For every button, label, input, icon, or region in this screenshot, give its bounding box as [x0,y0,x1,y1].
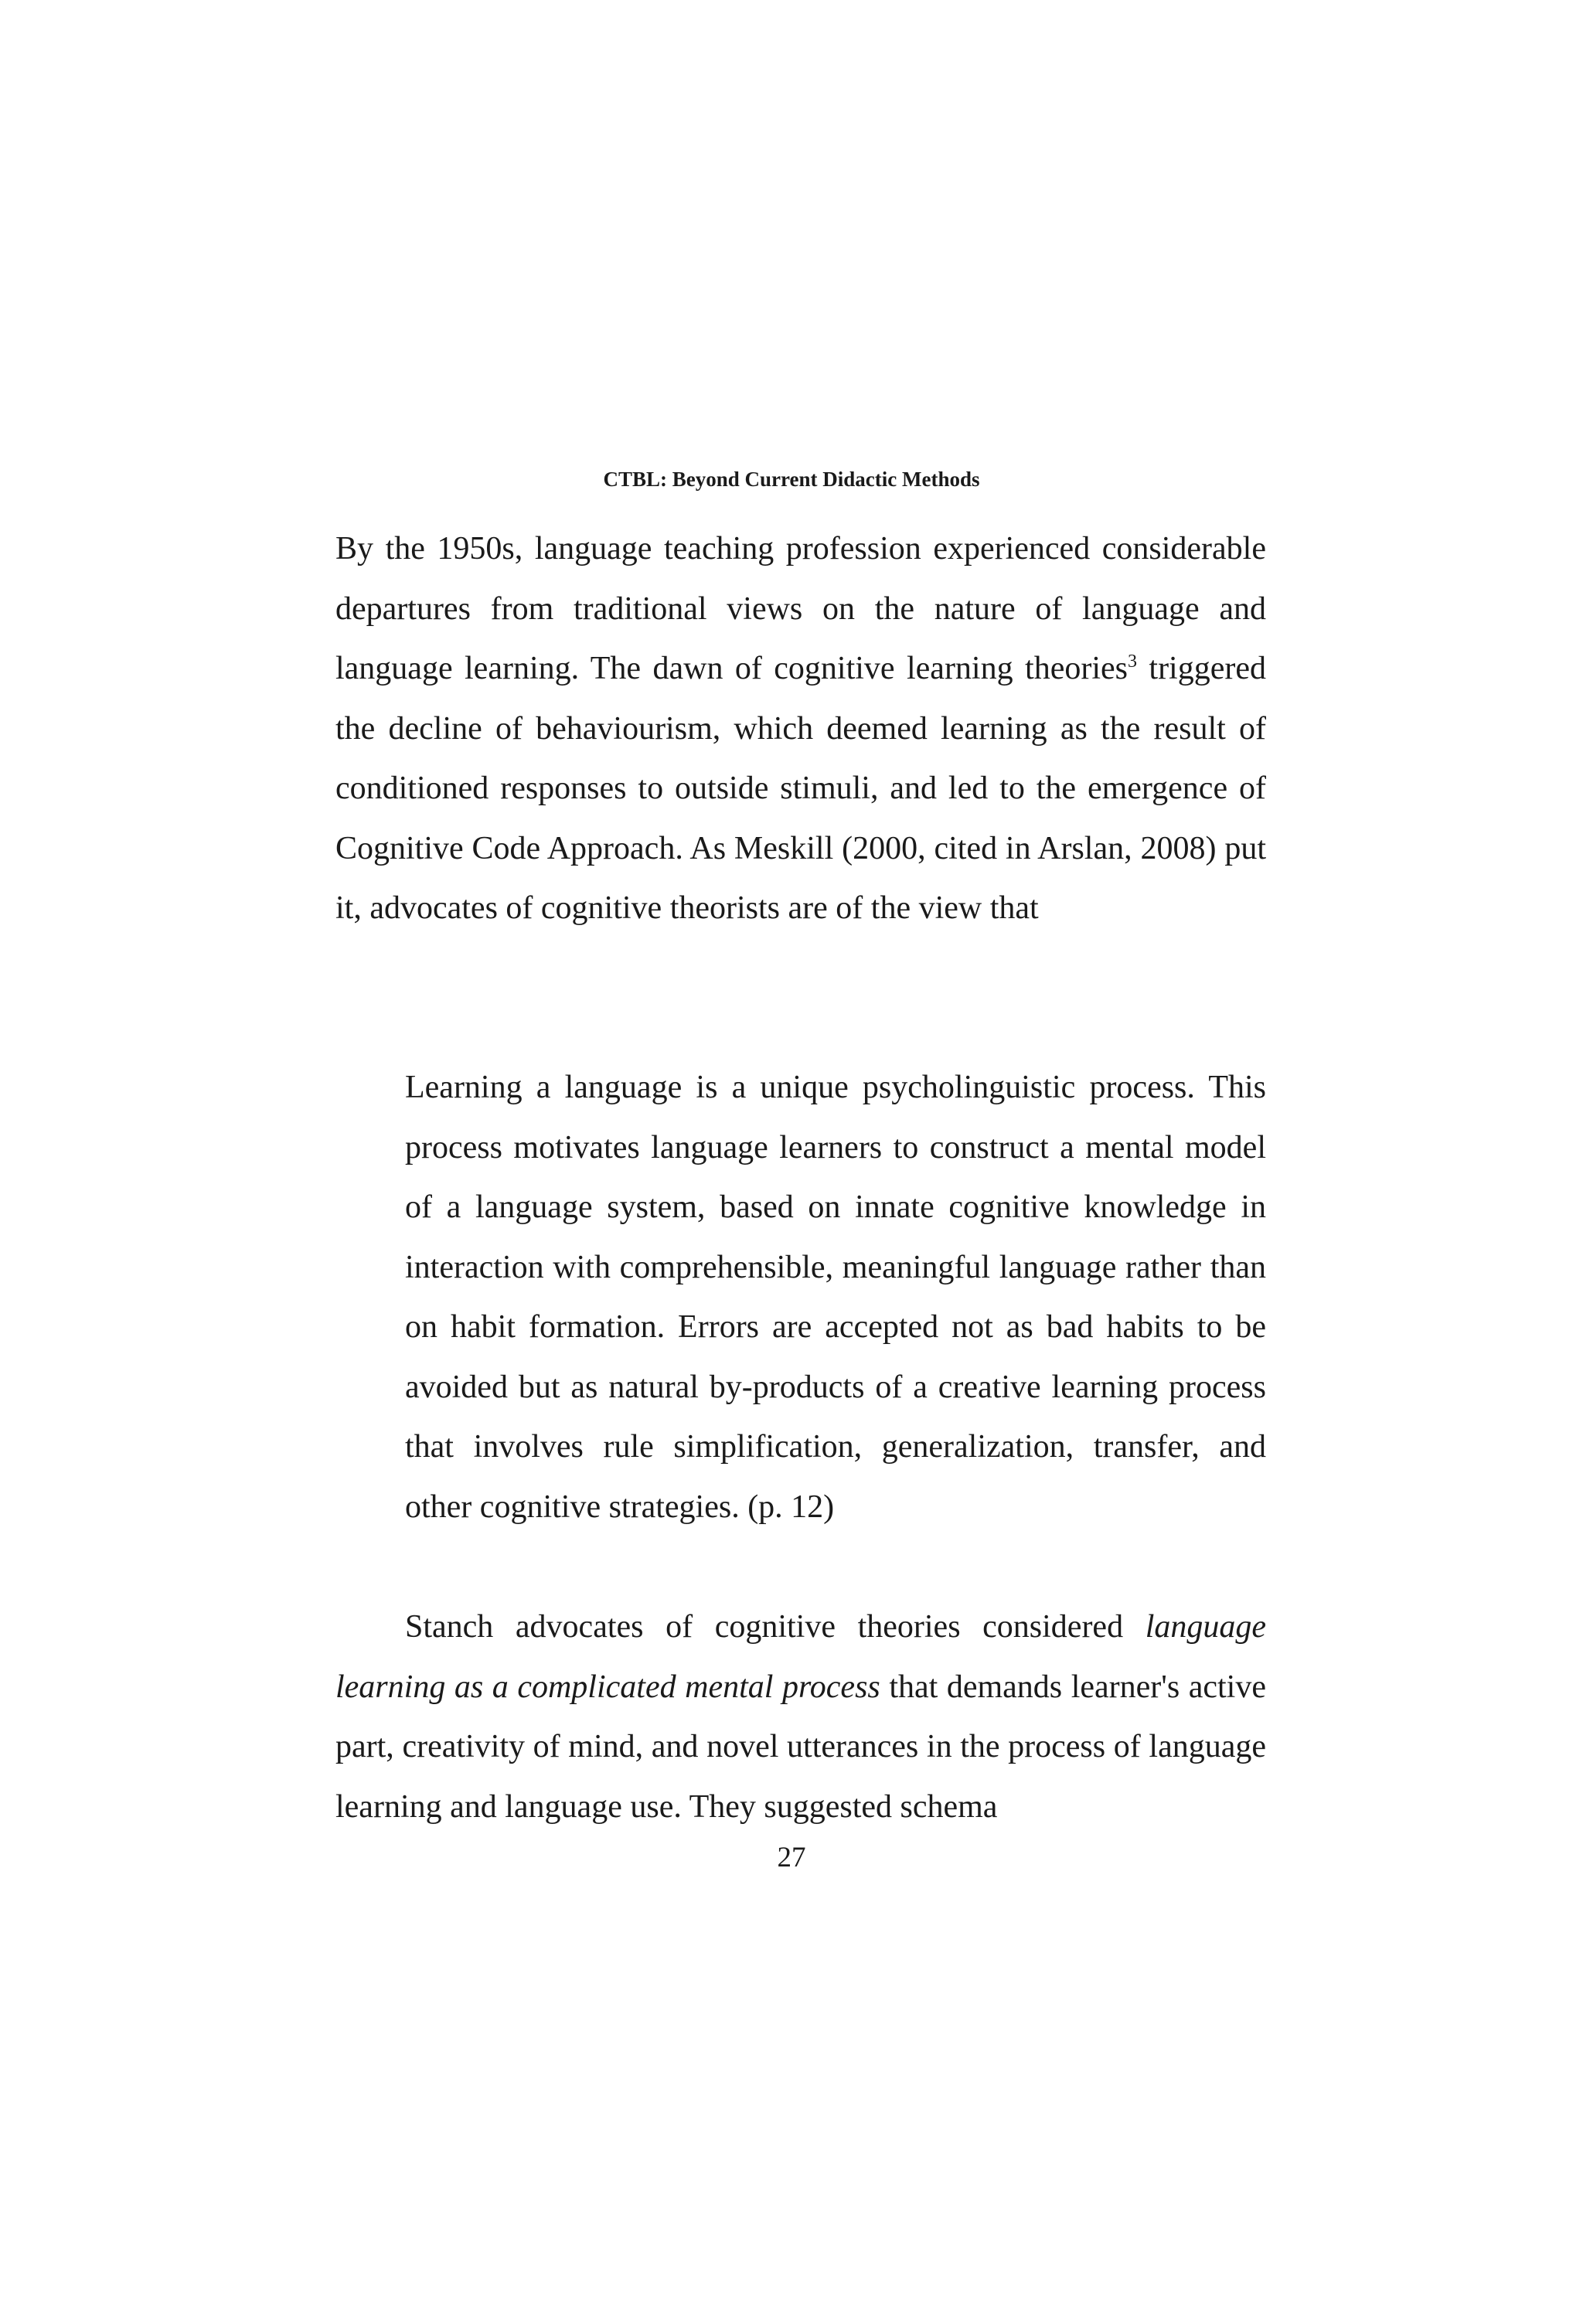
paragraph-2-text-a: Stanch advocates of cognitive theories considered [405,1609,1146,1645]
footnote-reference[interactable]: 3 [1127,652,1137,672]
paragraph-2-text-b: that demands learner's active part, creativity of mind, and novel utterances in the process of language learning and language use. They suggested schema [335,1669,1266,1825]
body-paragraph-1 [335,519,1266,939]
paragraph-2-emphasis: language learning as a complicated mental process [335,1609,1266,1705]
page-number: 27 [777,1842,806,1873]
running-header: CTBL: Beyond Current Didactic Methods [603,468,980,491]
block-quote: Learning a language is a unique psycholinguistic process. This process motivates language learners to construct a mental model of a language system, based on innate cognitive knowledge in interaction with comprehensible, meaningful language rather than on habit formation. Errors are accepted not as bad habits to be avoided but as natural by-products of a creative learning process that involves rule simplification, generalization, transfer, and other cognitive strategies. (p. 12) [405,1070,1266,1525]
body-paragraph-2 [335,1598,1266,1837]
paragraph-1-text-b: triggered the decline of behaviourism, which deemed learning as the result of conditioned responses to outside stimuli, and led to the emergence of Cognitive Code Approach. As Meskill (2000, cited in Arslan, 2008) put it, advocates of cognitive theorists are of the view that [335,651,1266,926]
paragraph-1-text-a: By the 1950s, language teaching profession experienced considerable departures from traditional views on the nature of language and language learning. The dawn of cognitive learning theories [335,531,1266,686]
